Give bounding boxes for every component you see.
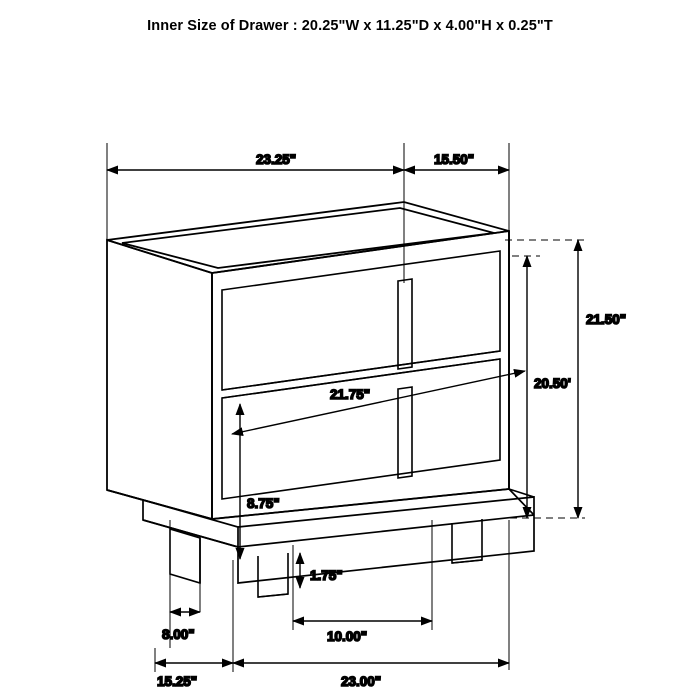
dim-top-right-depth: 15.50" — [434, 152, 475, 167]
dim-base-front-width: 10.00" — [327, 629, 368, 644]
extension-lines — [107, 143, 509, 672]
dim-right-outer-height: 21.50" — [586, 312, 627, 327]
cabinet-outline — [107, 202, 509, 519]
dimension-lines — [107, 170, 578, 663]
dim-foot-width: 8.00" — [162, 627, 195, 642]
dim-base-height: 1.75" — [310, 568, 343, 583]
drawer-fronts — [222, 251, 500, 499]
dim-bottom-main-span: 23.00" — [341, 674, 382, 689]
dim-front-width: 21.75" — [330, 387, 371, 402]
dim-drawer-stack-height: 8.75" — [247, 496, 280, 511]
cabinet-feet — [170, 519, 482, 597]
dim-top-left-width: 23.25" — [256, 152, 297, 167]
dimension-labels — [157, 152, 626, 689]
page-title: Inner Size of Drawer : 20.25"W x 11.25"D x 4.00"H x 0.25"T — [147, 18, 553, 34]
dim-bottom-left-span: 15.25" — [157, 674, 198, 689]
dim-right-inner-height: 20.50' — [534, 376, 571, 391]
